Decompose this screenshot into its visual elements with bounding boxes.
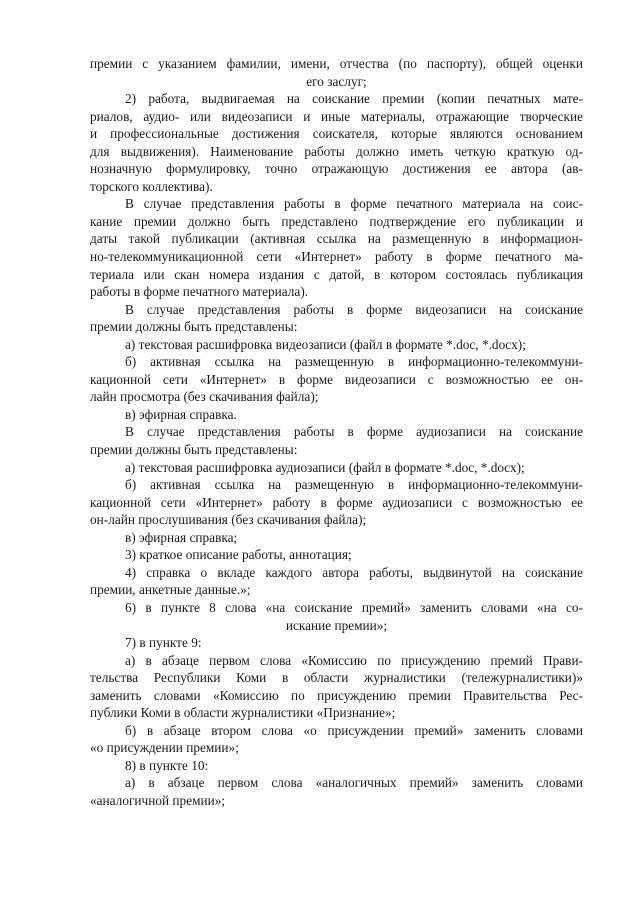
text-line: а) в абзаце первом слова «аналогичных премий» заменить словами xyxy=(125,775,583,791)
text-line: тельства Республики Коми в области журналистики (тележурналистики)» xyxy=(90,670,583,686)
text-line: заменить словами «Комиссию по присуждению премии Правительства Рес- xyxy=(90,687,583,703)
text-line: искание премии»; xyxy=(285,617,388,633)
text-line: в) эфирная справка; xyxy=(125,529,238,545)
text-line: нозначную формулировку, точно отражающую достижения ее автора (ав- xyxy=(90,161,583,177)
document-paragraph xyxy=(90,195,583,300)
text-line: «о присуждении премии»; xyxy=(90,740,239,756)
text-line: публики Коми в области журналистики «Признание»; xyxy=(90,705,396,721)
document-paragraph xyxy=(90,529,583,547)
text-line: премии, анкетные данные.»; xyxy=(90,582,251,598)
text-line: работы в форме печатного материала). xyxy=(90,284,309,300)
text-line: В случае представления работы в форме печатного материала на соис- xyxy=(125,196,583,212)
text-line: «аналогичной премии»; xyxy=(90,792,226,808)
document-paragraph xyxy=(90,90,583,195)
text-line: б) в абзаце втором слова «о присуждении премий» заменить словами xyxy=(125,722,583,738)
document-paragraph xyxy=(90,459,583,477)
text-line: 4) справка о вкладе каждого автора работы, выдвинутой на соискание xyxy=(125,564,583,580)
text-line: б) активная ссылка на размещенную в информационно-телекоммуни- xyxy=(125,354,583,370)
document-paragraph xyxy=(90,353,583,406)
text-line: В случае представления работы в форме аудиозаписи на соискание xyxy=(125,424,583,440)
text-line: кационной сети «Интернет» работу в форме аудиозаписи с возможностью ее xyxy=(90,494,583,510)
document-paragraph xyxy=(90,423,583,458)
text-line: териала или скан номера издания с датой, в котором состоялась публикация xyxy=(90,266,583,282)
text-line: В случае представления работы в форме видеозаписи на соискание xyxy=(125,301,583,317)
text-line: 8) в пункте 10: xyxy=(125,757,209,773)
document-paragraph xyxy=(90,757,583,775)
document-paragraph xyxy=(90,634,583,652)
document-body xyxy=(90,55,583,810)
text-line: для выдвижения). Наименование работы должно иметь четкую краткую од- xyxy=(90,143,583,159)
text-line: а) в абзаце первом слова «Комиссию по присуждению премий Прави- xyxy=(125,652,583,668)
text-line: 7) в пункте 9: xyxy=(125,635,202,651)
text-line: и профессиональные достижения соискателя, которые являются основанием xyxy=(90,126,583,142)
text-line: кание премии должно быть представлено подтверждение его публикации и xyxy=(90,213,583,229)
text-line: премии должны быть представлены: xyxy=(90,319,298,335)
document-paragraph xyxy=(90,546,583,564)
text-line: он-лайн прослушивания (без скачивания файла); xyxy=(90,512,367,528)
text-line: торского коллектива). xyxy=(90,178,213,194)
document-paragraph xyxy=(90,476,583,529)
text-line: а) текстовая расшифровка видеозаписи (файл в формате *.doc, *.docx); xyxy=(125,336,526,352)
document-paragraph xyxy=(90,652,583,722)
document-paragraph xyxy=(90,564,583,599)
document-paragraph xyxy=(90,774,583,809)
document-paragraph xyxy=(90,599,583,634)
document-paragraph xyxy=(90,722,583,757)
text-line: риалов, аудио- или видеозаписи и иные материалы, отражающие творческие xyxy=(90,108,583,124)
text-line: его заслуг; xyxy=(306,73,367,89)
text-line: но-телекоммуникационной сети «Интернет» работу в форме печатного ма- xyxy=(90,249,583,265)
document-paragraph xyxy=(90,55,583,90)
document-paragraph xyxy=(90,406,583,424)
text-line: премии с указанием фамилии, имени, отчества (по паспорту), общей оценки xyxy=(90,56,583,71)
text-line: 3) краткое описание работы, аннотация; xyxy=(125,547,352,563)
text-line: 6) в пункте 8 слова «на соискание премий» заменить словами «на со- xyxy=(125,599,583,615)
text-line: премии должны быть представлены: xyxy=(90,442,298,458)
document-paragraph xyxy=(90,336,583,354)
text-line: кационной сети «Интернет» в форме видеозаписи с возможностью ее он- xyxy=(90,371,583,387)
text-line: даты такой публикации (активная ссылка на размещенную в информацион- xyxy=(90,231,583,247)
text-line: лайн просмотра (без скачивания файла); xyxy=(90,389,319,405)
text-line: 2) работа, выдвигаемая на соискание премии (копии печатных мате- xyxy=(125,91,583,107)
text-line: б) активная ссылка на размещенную в информационно-телекоммуни- xyxy=(125,477,583,493)
text-line: в) эфирная справка. xyxy=(125,406,237,422)
text-line: а) текстовая расшифровка аудиозаписи (файл в формате *.doc, *.docx); xyxy=(125,459,525,475)
document-paragraph xyxy=(90,301,583,336)
